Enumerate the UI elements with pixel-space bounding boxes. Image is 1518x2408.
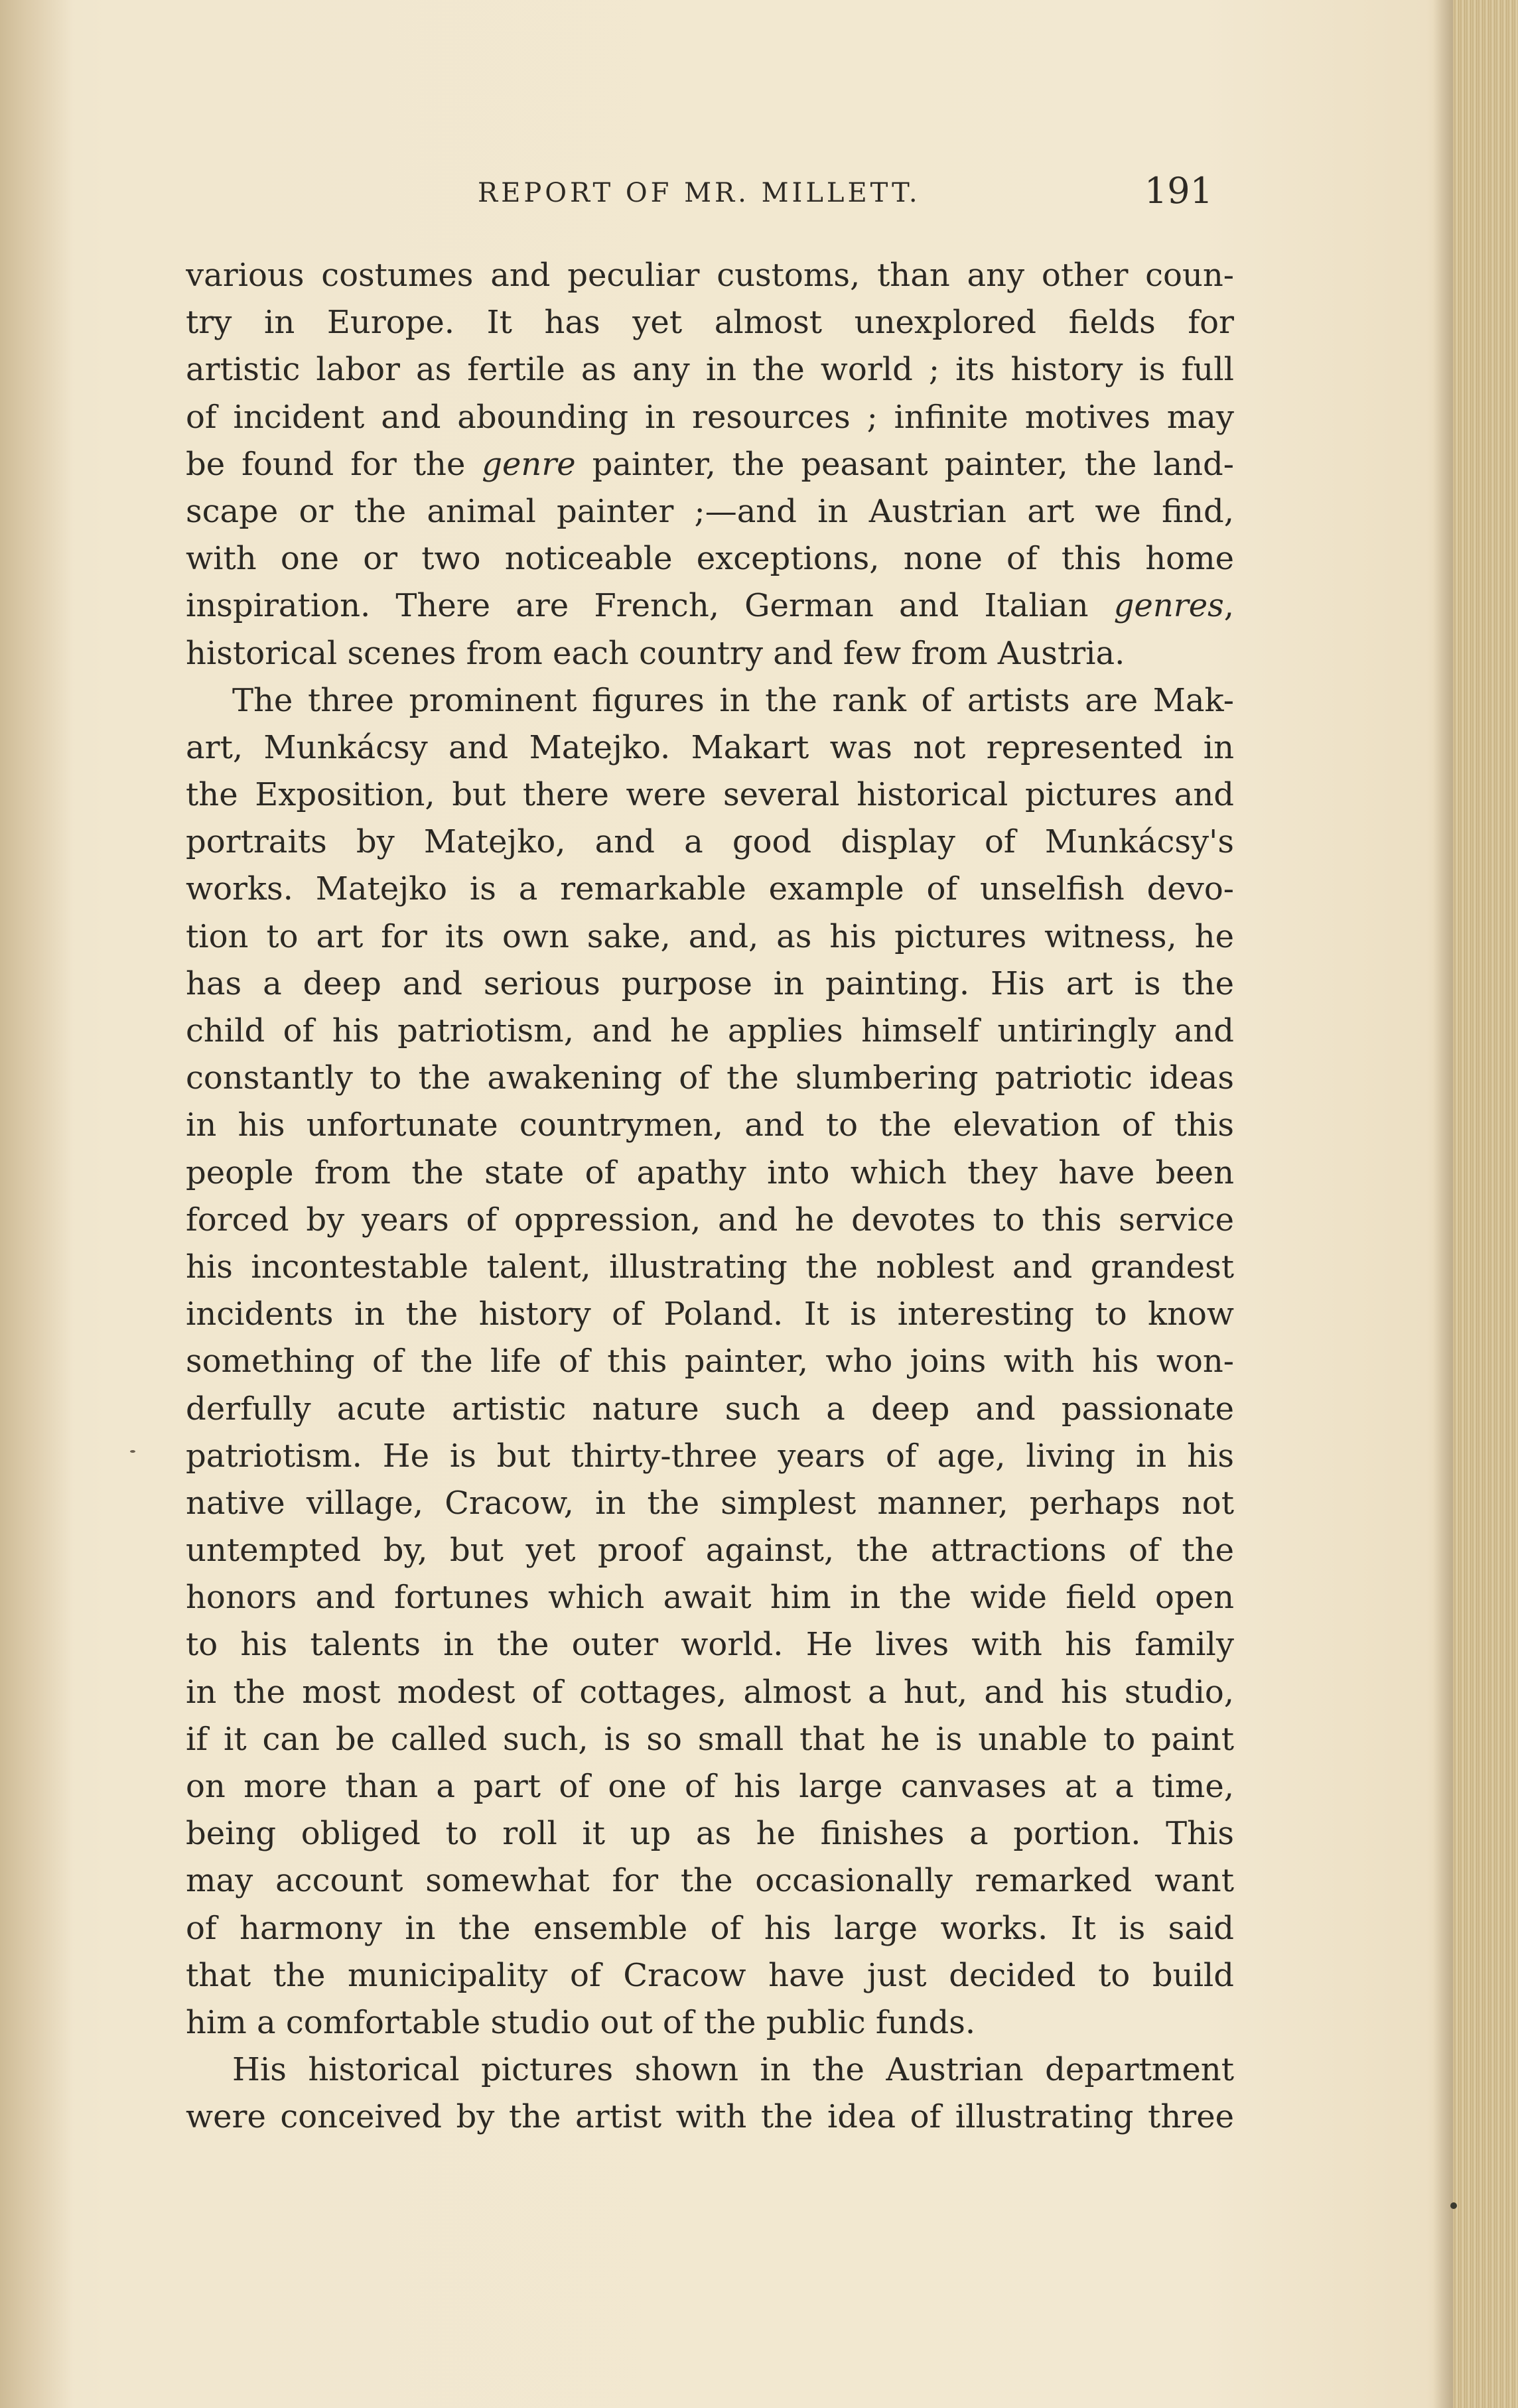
page-number: 191 xyxy=(1144,170,1213,212)
text-line: untempted by, but yet proof against, the attractions of the xyxy=(186,1532,1234,1570)
body-text xyxy=(186,252,1234,2176)
text-line: of harmony in the ensemble of his large works. It is said xyxy=(186,1909,1234,1947)
text-line: child of his patriotism, and he applies himself untiringly and xyxy=(186,1012,1234,1049)
text-line: were conceived by the artist with the idea of illustrating three xyxy=(186,2098,1234,2136)
text-line: may account somewhat for the occasionally remarked want xyxy=(186,1862,1234,1900)
text-line: the Exposition, but there were several historical pictures and xyxy=(186,776,1234,814)
text-line: works. Matejko is a remarkable example of unselfish devo- xyxy=(186,870,1234,908)
text-line: derfully acute artistic nature such a deep and passionate xyxy=(186,1390,1234,1428)
text-line: being obliged to roll it up as he finishes a portion. This xyxy=(186,1815,1234,1853)
text-line: in his unfortunate countrymen, and to the elevation of this xyxy=(186,1106,1234,1144)
text-line: has a deep and serious purpose in painting. His art is the xyxy=(186,965,1234,1002)
page-stack-edges xyxy=(1453,0,1518,2408)
text-line: that the municipality of Cracow have just decided to build xyxy=(186,1956,1234,1994)
text-line: scape or the animal painter ;—and in Austrian art we find, xyxy=(186,492,1234,530)
ink-dot xyxy=(1450,2202,1457,2209)
text-line: art, Munkácsy and Matejko. Makart was not represented in xyxy=(186,728,1234,766)
text-line: honors and fortunes which await him in the wide field open xyxy=(186,1579,1234,1617)
running-header xyxy=(186,166,1221,219)
text-line: constantly to the awakening of the slumbering patriotic ideas xyxy=(186,1059,1234,1097)
text-line: on more than a part of one of his large canvases at a time, xyxy=(186,1768,1234,1805)
text-line: of incident and abounding in resources ; infinite motives may xyxy=(186,398,1234,436)
text-line: something of the life of this painter, who joins with his won- xyxy=(186,1343,1234,1380)
text-line: inspiration. There are French, German and Italian genres, xyxy=(186,587,1234,625)
page-edge-shadow xyxy=(1433,0,1453,2408)
text-line: patriotism. He is but thirty-three years of age, living in his xyxy=(186,1437,1234,1475)
text-line: to his talents in the outer world. He lives with his family xyxy=(186,1626,1234,1664)
italic-term: genre xyxy=(482,445,576,483)
text-line: try in Europe. It has yet almost unexplored fields for xyxy=(186,304,1234,342)
text-line: with one or two noticeable exceptions, none of this home xyxy=(186,540,1234,578)
text-line: people from the state of apathy into which they have been xyxy=(186,1154,1234,1191)
text-line: portraits by Matejko, and a good display of Munkácsy's xyxy=(186,823,1234,861)
text-line: forced by years of oppression, and he devotes to this service xyxy=(186,1201,1234,1238)
text-line: historical scenes from each country and few from Austria. xyxy=(186,634,1125,672)
running-title: REPORT OF MR. MILLETT. xyxy=(478,178,921,208)
text-line: His historical pictures shown in the Austrian department xyxy=(232,2051,1234,2089)
italic-term: genres xyxy=(1113,587,1224,625)
print-speck xyxy=(130,1450,135,1453)
text-line: incidents in the history of Poland. It is interesting to know xyxy=(186,1296,1234,1333)
binding-gutter xyxy=(0,0,73,2408)
text-line: tion to art for its own sake, and, as his pictures witness, he xyxy=(186,917,1234,955)
text-line: artistic labor as fertile as any in the world ; its history is full xyxy=(186,351,1234,389)
text-line: The three prominent figures in the rank of artists are Mak- xyxy=(232,681,1234,719)
text-line: be found for the genre painter, the peasant painter, the land- xyxy=(186,445,1234,483)
text-line: his incontestable talent, illustrating the noblest and grandest xyxy=(186,1248,1234,1286)
text-line: him a comfortable studio out of the public funds. xyxy=(186,2003,976,2041)
text-line: if it can be called such, is so small that he is unable to paint xyxy=(186,1720,1234,1758)
text-line: native village, Cracow, in the simplest manner, perhaps not xyxy=(186,1484,1234,1522)
text-line: various costumes and peculiar customs, than any other coun- xyxy=(186,257,1234,294)
text-line: in the most modest of cottages, almost a hut, and his studio, xyxy=(186,1673,1234,1711)
